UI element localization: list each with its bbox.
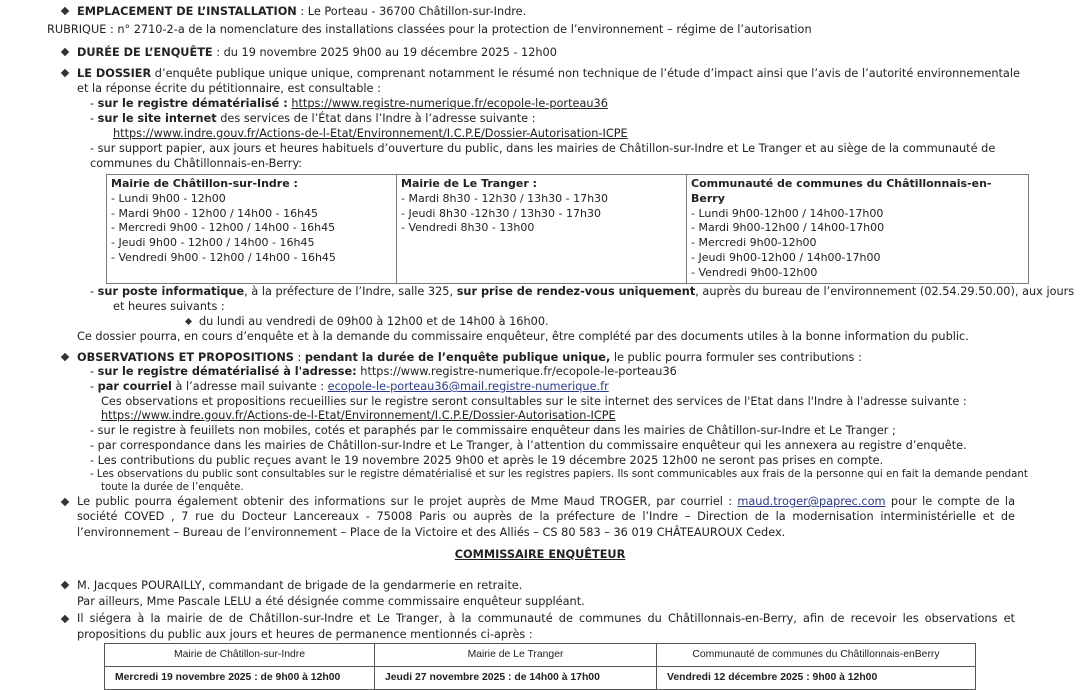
hours-title: Communauté de communes du Châtillonnais-en-Berry [691, 177, 992, 205]
observations-consultation-line2: toute la durée de l’enquête. [101, 482, 244, 493]
courriel-email-link[interactable]: ecopole-le-porteau36@mail.registre-numerique.fr [327, 380, 609, 393]
site-link[interactable]: https://www.indre.gouv.fr/Actions-de-l-Etat/Environnement/I.C.P.E/Dossier-Autorisation-ICPE [113, 127, 628, 140]
diamond-bullet-icon [185, 318, 192, 325]
hours-row: - Jeudi 8h30 -12h30 / 13h30 - 17h30 [401, 206, 601, 220]
poste-rdv: sur prise de rendez-vous uniquement [456, 285, 696, 298]
hours-row: - Jeudi 9h00-12h00 / 14h00-17h00 [691, 250, 881, 264]
hours-cell-tranger [397, 175, 687, 284]
perm-cell: Jeudi 27 novembre 2025 : de 14h00 à 17h00 [375, 667, 657, 690]
poste-text2: , auprès du bureau de l’environnement (02.54.29.50.00), aux jours [695, 285, 1075, 298]
hours-title: Mairie de Châtillon-sur-Indre : [111, 177, 298, 190]
observations-bold: pendant la durée de l’enquête publique unique, [304, 351, 611, 364]
rubrique-text: RUBRIQUE : n° 2710-2-a de la nomenclature des installations classées pour la protection de l’environnement – régime de l’autorisation [47, 23, 812, 36]
papier-line2: communes du Châtillonnais-en-Berry: [90, 157, 303, 170]
commissaire-title: COMMISSAIRE ENQUÊTEUR [454, 548, 626, 561]
poste-hours [186, 314, 549, 330]
observations-correspondance: - par correspondance dans les mairies de Châtillon-sur-Indre et Le Tranger, à l’attention du commissaire enquêteur qui les annexera au registre d’enquête. [90, 439, 967, 452]
observations-consultables: Ces observations et propositions recueillies sur le registre seront consultables sur le site internet des services de l'Etat dans l'Indre à l'adresse suivante : [101, 395, 967, 408]
perm-header: Mairie de Le Tranger [375, 644, 657, 667]
perm-cell: Vendredi 12 décembre 2025 : 9h00 à 12h00 [657, 667, 976, 690]
troger-email-link[interactable]: maud.troger@paprec.com [737, 495, 886, 508]
permanences-table [104, 643, 976, 690]
hours-title: Mairie de Le Tranger : [401, 177, 538, 190]
hours-row: - Mercredi 9h00 - 12h00 / 14h00 - 16h45 [111, 221, 336, 235]
perm-cell: Mercredi 19 novembre 2025 : de 9h00 à 12h00 [105, 667, 375, 690]
opening-hours-table [106, 174, 1029, 284]
site-text: des services de l’État dans l’Indre à l’adresse suivante : [216, 112, 536, 125]
obs-registre-link[interactable]: https://www.registre-numerique.fr/ecopole-le-porteau36 [356, 365, 677, 378]
hours-row: - Lundi 9h00 - 12h00 [111, 191, 226, 205]
installation-location [62, 4, 526, 20]
hours-cell-communaute [687, 175, 1029, 284]
duration-value: : du 19 novembre 2025 9h00 au 19 décembre 2025 - 12h00 [212, 46, 557, 59]
papier-line1: - sur support papier, aux jours et heures habituels d’ouverture du public, dans les mairies de Châtillon-sur-Indre et Le Tranger et au siège de la communauté de [90, 142, 996, 155]
registre-link[interactable]: https://www.registre-numerique.fr/ecopole-le-porteau36 [291, 97, 608, 110]
observations-feuillets: - sur le registre à feuillets non mobiles, cotés et paraphés par le commissaire enquêteur dans les mairies de Châtillon-sur-Indre et Le Tranger ; [90, 424, 896, 437]
observations-registre: - sur le registre dématérialisé à l'adresse: https://www.registre-numerique.fr/ecopole-le-porteau36 [90, 365, 677, 378]
duration-label: DURÉE DE L’ENQUÊTE [77, 46, 213, 59]
poste-hours-text: du lundi au vendredi de 09h00 à 12h00 et de 14h00 à 16h00. [199, 315, 549, 328]
inquiry-duration [62, 45, 557, 61]
hours-row: - Vendredi 9h00 - 12h00 / 14h00 - 16h45 [111, 250, 336, 264]
commissaire-nom [62, 578, 522, 594]
dossier-label: LE DOSSIER [77, 67, 152, 80]
observations-courriel: - par courriel à l’adresse mail suivante : ecopole-le-porteau36@mail.registre-numerique.fr [90, 380, 609, 393]
diamond-bullet-icon [61, 7, 69, 15]
dossier-complement: Ce dossier pourra, en cours d’enquête et à la demande du commissaire enquêteur, être complété par des documents utiles à la bonne information du public. [77, 330, 969, 343]
installation-label: EMPLACEMENT DE L’INSTALLATION [77, 5, 297, 18]
poste-text: , à la préfecture de l’Indre, salle 325, [244, 285, 457, 298]
hours-row: - Lundi 9h00-12h00 / 14h00-17h00 [691, 206, 884, 220]
perm-header: Communauté de communes du Châtillonnais-enBerry [657, 644, 976, 667]
site-label: sur le site internet [97, 112, 217, 125]
hours-cell-chatillon [107, 175, 397, 284]
observations-label: OBSERVATIONS ET PROPOSITIONS [77, 351, 294, 364]
dossier-intro-line1: d’enquête publique unique unique, comprenant notamment le résumé non technique de l’étude d’impact ainsi que l’avis de l’autorité environnementale [151, 67, 1020, 80]
hours-row: - Vendredi 8h30 - 13h00 [401, 221, 535, 235]
commissaire-nom-text: M. Jacques POURAILLY, commandant de brigade de la gendarmerie en retraite. [77, 579, 523, 592]
dossier-site: - sur le site internet des services de l’État dans l’Indre à l’adresse suivante : [90, 112, 536, 125]
hours-row: - Mardi 9h00 - 12h00 / 14h00 - 16h45 [111, 206, 319, 220]
dossier-intro-line2: et la réponse écrite du pétitionnaire, est consultable : [77, 82, 381, 95]
diamond-bullet-icon [61, 581, 69, 589]
hours-row: - Jeudi 9h00 - 12h00 / 14h00 - 16h45 [111, 236, 315, 250]
sep: : [293, 351, 305, 364]
diamond-bullet-icon [61, 353, 69, 361]
observations-contributions: - Les contributions du public reçues avant le 19 novembre 2025 9h00 et après le 19 décembre 2025 12h00 ne seront pas prises en compte. [90, 454, 884, 467]
siegera-bullet [62, 612, 77, 628]
hours-row: - Vendredi 9h00-12h00 [691, 265, 818, 279]
poste-informatique: - sur poste informatique, à la préfecture de l’Indre, salle 325, sur prise de rendez-vous uniquement, auprès du bureau de l’environnement (02.54.29.50.00), aux jours [90, 285, 1075, 298]
courriel-label: par courriel [97, 380, 172, 393]
diamond-bullet-icon [61, 69, 69, 77]
installation-value: : Le Porteau - 36700 Châtillon-sur-Indre. [296, 5, 527, 18]
informations-text1: Le public pourra également obtenir des informations sur le projet auprès de Mme Maud TROGER, par courriel : [77, 495, 738, 508]
informations-text2: pour le compte de la société COVED , 7 rue du Docteur Lancereaux - 75008 Paris ou auprès de la préfecture de l’Indre – Direction de la modernisation interministérielle et de l’environnement – Bureau de l’environnement – Place de la Victoire et des Alliés – CS 80 583 – 36 019 CHÂTEAUROUX Cedex. [77, 495, 1015, 539]
diamond-bullet-icon [61, 615, 69, 623]
commissaire-suppleant: Par ailleurs, Mme Pascale LELU a été désignée comme commissaire enquêteur suppléant. [77, 595, 585, 608]
consultables-link[interactable]: https://www.indre.gouv.fr/Actions-de-l-Etat/Environnement/I.C.P.E/Dossier-Autorisation-ICPE [101, 409, 616, 422]
registre-label: sur le registre dématérialisé : [97, 97, 288, 110]
observations-consultation-line1: - Les observations du public sont consultables sur le registre dématérialisé et sur les registres papiers. Ils sont communicables aux frais de la personne qui en fait la demande pendant [90, 469, 1028, 480]
dossier-intro [62, 66, 1020, 82]
observations-text: le public pourra formuler ses contributions : [610, 351, 862, 364]
hours-row: - Mardi 8h30 - 12h30 / 13h30 - 17h30 [401, 191, 609, 205]
diamond-bullet-icon [61, 498, 69, 506]
hours-row: - Mercredi 9h00-12h00 [691, 236, 817, 250]
diamond-bullet-icon [61, 48, 69, 56]
hours-row: - Mardi 9h00-12h00 / 14h00-17h00 [691, 221, 885, 235]
commissaire-siegera: Il siégera à la mairie de de Châtillon-sur-Indre et Le Tranger, à la communauté de communes du Châtillonnais-en-Berry, afin de recevoir les observations et propositions du public aux jours et heures de permanence mentionnés ci-après : [77, 612, 1015, 641]
poste-line2: et heures suivants : [113, 300, 225, 313]
informations-text [77, 494, 1015, 540]
obs-registre-label: sur le registre dématérialisé à l'adresse: [97, 365, 357, 378]
poste-label: sur poste informatique [97, 285, 245, 298]
dossier-registre: - sur le registre dématérialisé : https://www.registre-numerique.fr/ecopole-le-porteau36 [90, 97, 608, 110]
courriel-text: à l’adresse mail suivante : [171, 380, 328, 393]
perm-header: Mairie de Châtillon-sur-Indre [105, 644, 375, 667]
informations-bullet [62, 495, 77, 511]
